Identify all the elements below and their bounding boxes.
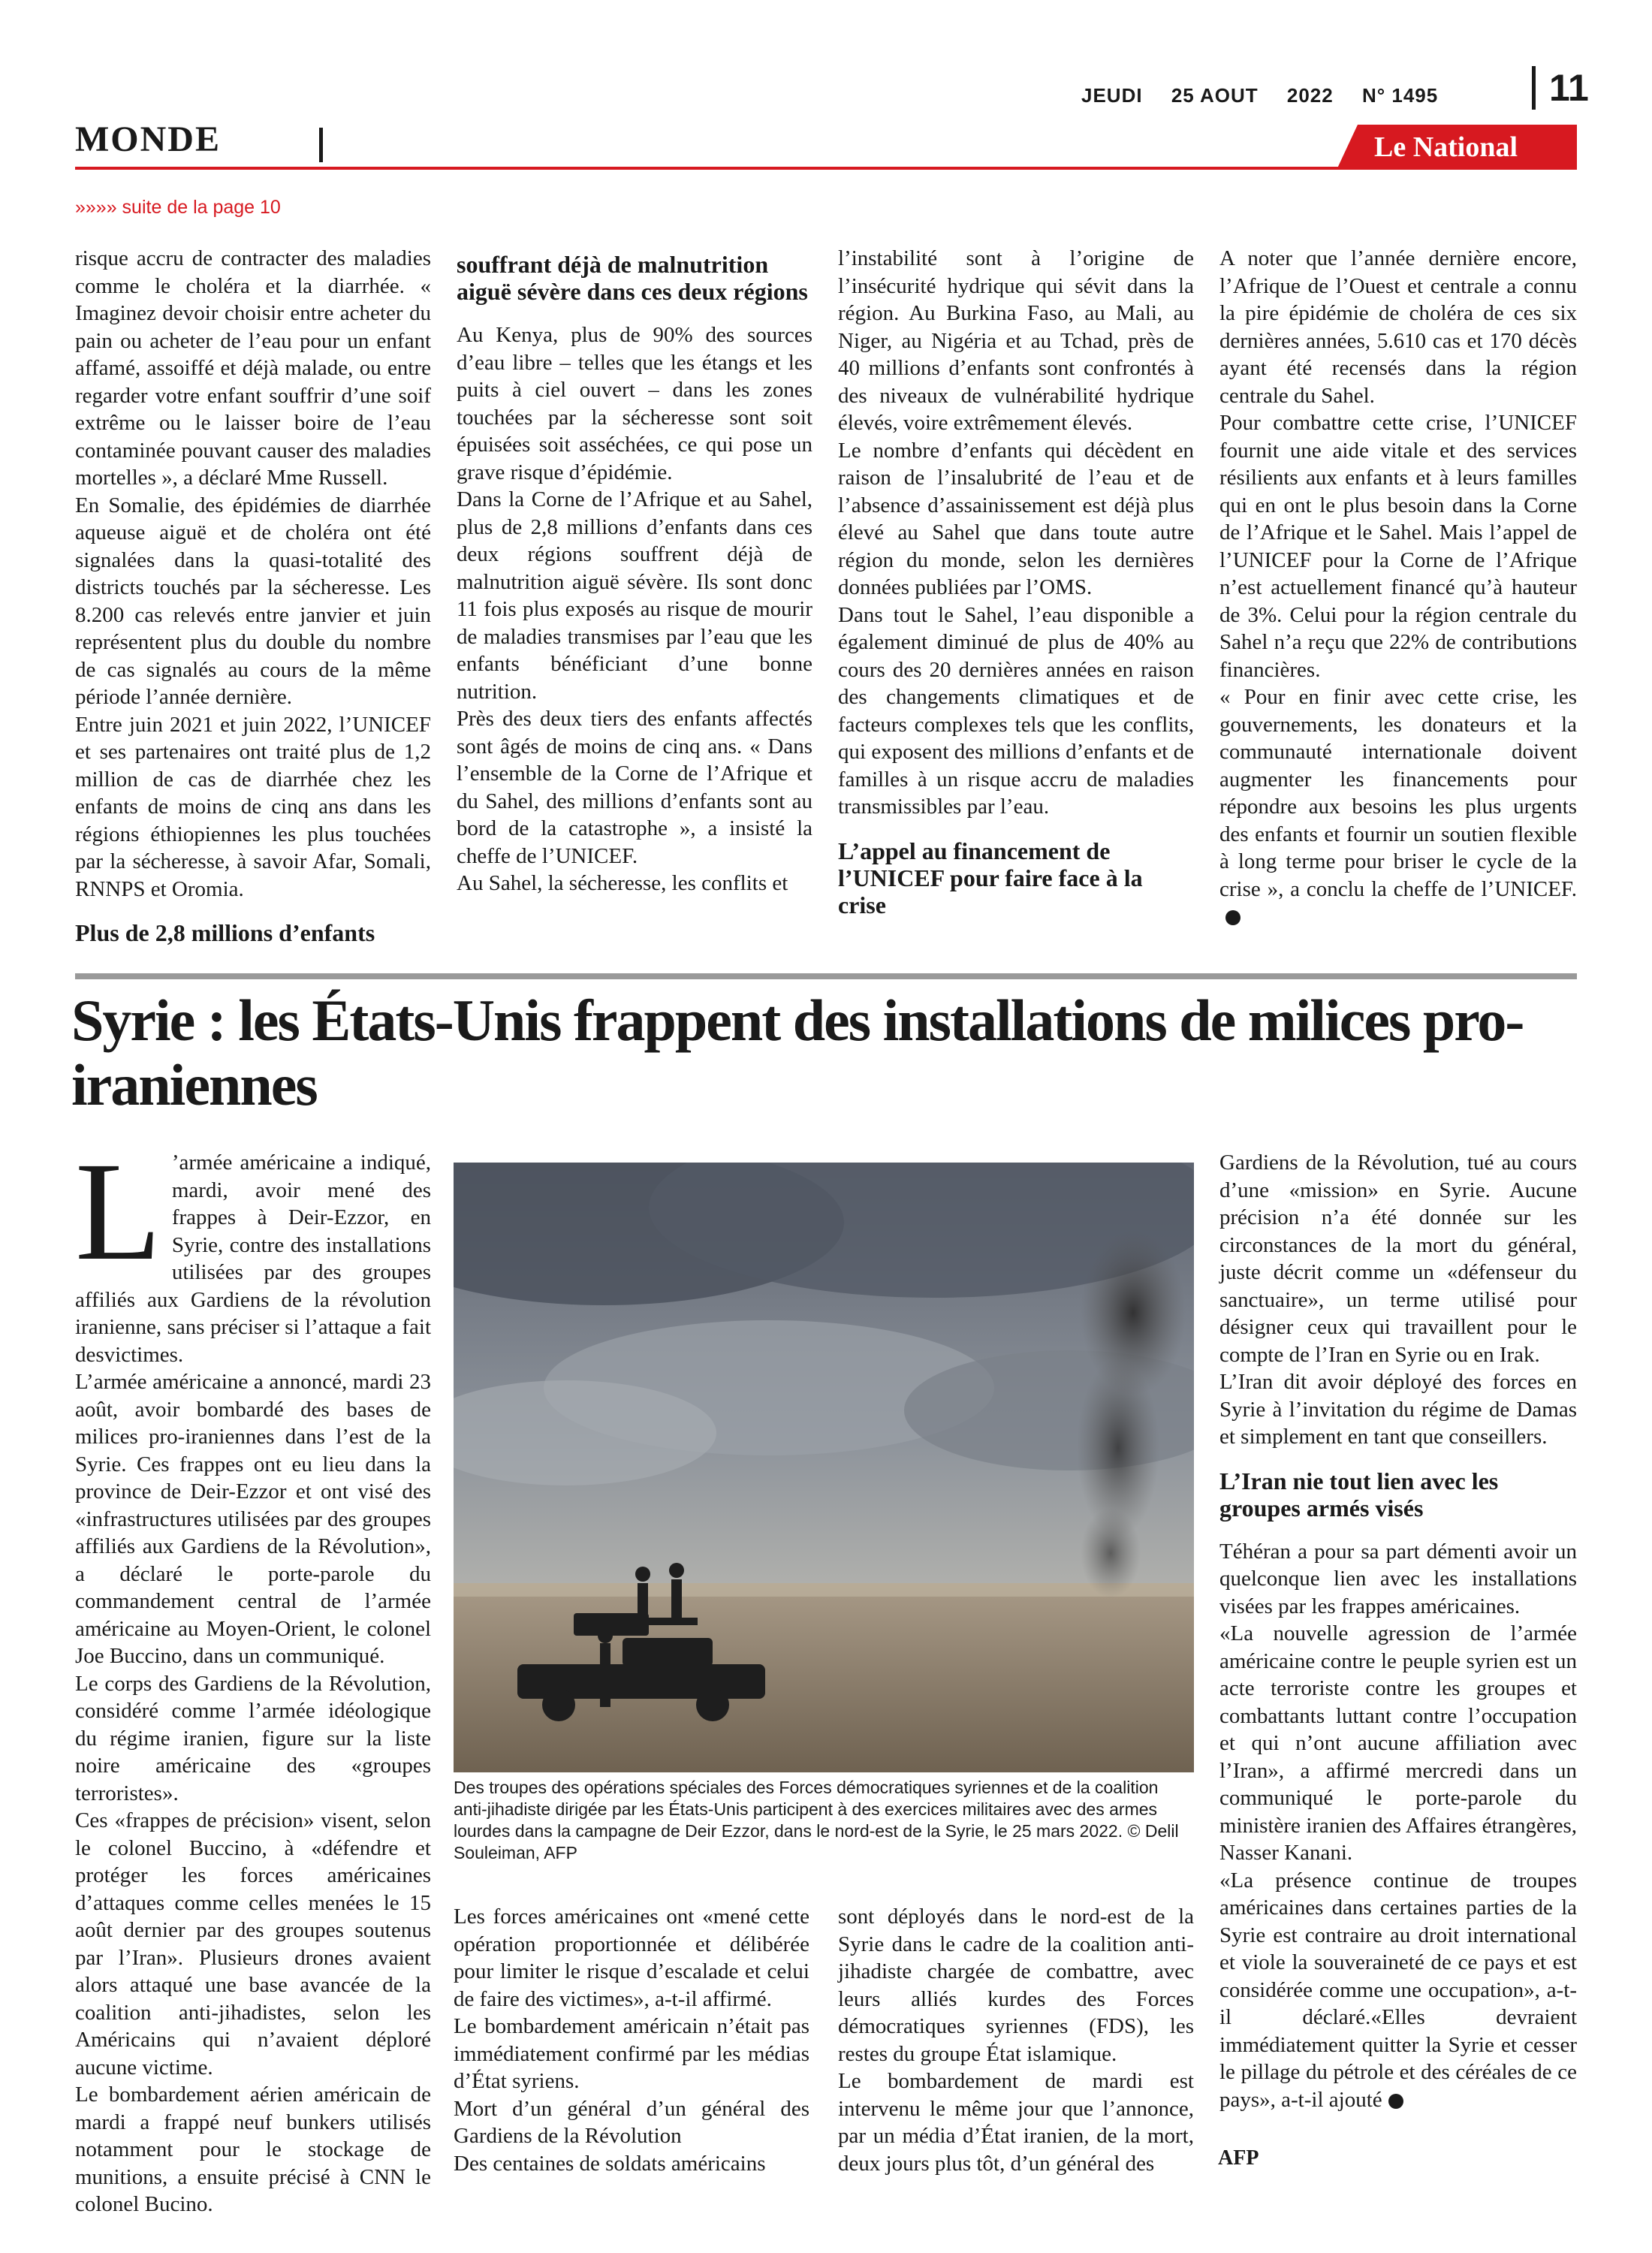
date-line	[1081, 84, 1461, 107]
paragraph: Téhéran a pour sa part démenti avoir un quelconque lien avec les installations visées par les frappes américaines.	[1219, 1539, 1577, 1618]
paragraph	[1219, 1867, 1577, 2114]
paragraph-text: « Pour en finir avec cette crise, les gouvernements, les donateurs et la communauté internationale doivent augmenter les financements pour répondre aux besoins les plus urgents des enfants et fournir un soutien flexible à long terme pour briser le cycle de la crise », a conclu la cheffe de l’UNICEF.	[1219, 685, 1577, 901]
paragraph: Au Kenya, plus de 90% des sources d’eau libre – telles que les étangs et les puits à ciel ouvert – dans les zones touchées par la sécheresse sont soit épuisées soit asséchées, ce qui pose un grave risque d’épidémie.	[457, 323, 812, 484]
signature: AFP	[1218, 2146, 1259, 2170]
paragraph: En Somalie, des épidémies de diarrhée aqueuse aiguë et de choléra ont été signalées dans la quasi-totalité des districts touchés par la sécheresse. Les 8.200 cas relevés entre janvier et juin représentent plus du double du nombre de cas signalés au cours de la même période l’année dernière.	[75, 493, 431, 709]
continuation-link[interactable]: »»»» suite de la page 10	[75, 197, 281, 218]
date: 25 AOUT	[1171, 84, 1259, 107]
subheading: Plus de 2,8 millions d’enfants	[75, 919, 375, 946]
main-column-mid-a	[454, 1903, 809, 2177]
issue-number: N° 1495	[1361, 84, 1439, 107]
paragraph: Pour combattre cette crise, l’UNICEF fournit une aide vitale et des services résilients aux enfants et à leurs familles qui en ont le plus besoin dans la Corne de l’Afrique et le Sahel. Mais l’appel de l’UNICEF pour la Corne de l’Afrique n’est actuellement financé qu’à hauteur de 3%. Celui pour la région centrale du Sahel n’a reçu que 22% de contributions financières.	[1219, 411, 1577, 682]
paragraph: Le bombardement de mardi est intervenu le même jour que l’annonce, par un média d’État iranien, de la mort, deux jours plus tôt, d’un général des	[838, 2069, 1194, 2176]
paragraph: Ces «frappes de précision» visent, selon le colonel Buccino, à «défendre et protéger les forces américaines d’attaques comme celles menées le 15 août dernier par des groupes soutenus par l’Iran». Plusieurs drones avaient alors attaqué une base avancée de la coalition anti-jihadistes, selon les Américains qui n’avaient déploré aucune victime.	[75, 1808, 431, 2080]
paragraph: Le nombre d’enfants qui décèdent en raison de l’insalubrité de l’eau et de l’absence d’assainissement est déjà plus élevé au Sahel que dans toute autre région du monde, selon les dernières données publiées par l’OMS.	[838, 438, 1194, 599]
paragraph: risque accru de contracter des maladies comme le choléra et la diarrhée. « Imaginez devoir choisir entre acheter du pain ou acheter de l’eau pour un enfant affamé, assoiffé et déjà malade, ou entre regarder votre enfant souffrir d’une soif extrême ou le laisser boire de l’eau contaminée pouvant causer des maladies mortelles », a déclaré Mme Russell.	[75, 246, 431, 490]
paragraph	[1219, 683, 1577, 930]
lead-text: ’armée américaine a indiqué, mardi, avoir mené des frappes à Deir-Ezzor, en Syrie, contre des installations utilisées par des groupes affiliés aux Gardiens de la révolution iranienne, sans préciser si l’attaque a fait desvictimes.	[75, 1151, 431, 1367]
top-column-4	[1219, 245, 1577, 930]
top-column-2	[457, 251, 812, 897]
article-title: Syrie : les États-Unis frappent des installations de milices pro-iraniennes	[71, 988, 1524, 1117]
end-mark-icon	[1388, 2094, 1403, 2109]
photo-caption: Des troupes des opérations spéciales des Forces démocratiques syriennes et de la coalition anti-jihadiste dirigée par les États-Unis participent à des exercices militaires avec des armes lourdes dans la campagne de Deir Ezzor, dans le nord-est de la Syrie, le 25 mars 2022. © Delil Souleiman, AFP	[454, 1778, 1179, 1862]
year: 2022	[1286, 84, 1334, 107]
paragraph: Au Sahel, la sécheresse, les conflits et	[457, 871, 788, 895]
paragraph: Le bombardement aérien américain de mardi a frappé neuf bunkers utilisés notamment pour le stockage de munitions, a ensuite précisé à CNN le colonel Bucino.	[75, 2083, 431, 2216]
section-divider	[319, 128, 323, 162]
top-column-3	[838, 245, 1194, 918]
paragraph: L’armée américaine a annoncé, mardi 23 août, avoir bombardé des bases de milices pro-iraniennes dans l’est de la Syrie. Ces frappes ont eu lieu dans la province de Deir-Ezzor et ont visé des «infrastructures utilisées par des groupes affiliés aux Gardiens de la Révolution», a déclaré le porte-parole du commandement central de l’armée américaine au Moyen-Orient, le colonel Joe Buccino, dans un communiqué.	[75, 1370, 431, 1668]
main-column-mid-b	[838, 1903, 1194, 2177]
paragraph: Des centaines de soldats américains	[454, 2151, 766, 2176]
article-separator	[75, 973, 1577, 979]
day: JEUDI	[1081, 84, 1143, 107]
paragraph: Mort d’un général d’un général des Gardiens de la Révolution	[454, 2096, 809, 2148]
paragraph: «La nouvelle agression de l’armée américaine contre le peuple syrien est un acte terroriste contre les groupes et combattants luttant contre l’occupation et qui n’ont aucune affiliation avec l’Iran», a affirmé mercredi dans un communiqué le porte-parole du ministère iranien des Affaires étrangères, Nasser Kanani.	[1219, 1621, 1577, 1865]
subheading: L’Iran nie tout lien avec les groupes armés visés	[1219, 1467, 1499, 1522]
subheading: L’appel au financement de l’UNICEF pour faire face à la crise	[838, 837, 1143, 918]
paragraph-text: «La présence continue de troupes américaines dans certaines parties de la Syrie est contraire au droit international et viole la souveraineté de ce pays et est considérée comme une occupation», a-t-il déclaré.«Elles devraient immédiatement quitter la Syrie et cesser le pillage du pétrole et des céréales de ce pays», a-t-il ajouté	[1219, 1868, 1577, 2112]
paragraph: L’Iran dit avoir déployé des forces en Syrie à l’invitation du régime de Damas et simplement en tant que conseillers.	[1219, 1370, 1577, 1449]
desert-scene-photo	[454, 1163, 1194, 1772]
main-column-left	[75, 1133, 431, 2218]
article-photo	[454, 1163, 1194, 1772]
brand-logo: Le National	[1374, 131, 1518, 163]
paragraph: Dans tout le Sahel, l’eau disponible a également diminué de plus de 40% au cours des 20 dernières années en raison des changements climatiques et de facteurs complexes tels que les conflits, qui exposent des millions d’enfants et de familles à un risque accru de maladies transmissibles par l’eau.	[838, 602, 1194, 819]
paragraph: Dans la Corne de l’Afrique et au Sahel, plus de 2,8 millions d’enfants dans ces deux régions souffrent déjà de malnutrition aiguë sévère. Ils sont donc 11 fois plus exposés au risque de mourir de maladies transmises par l’eau que les enfants bénéficiant d’une bonne nutrition.	[457, 487, 812, 704]
section-title: MONDE	[75, 119, 221, 159]
paragraph: Le corps des Gardiens de la Révolution, considéré comme l’armée idéologique du régime iranien, figure sur la liste noire américaine des «groupes terroristes».	[75, 1671, 431, 1805]
paragraph: Près des deux tiers des enfants affectés sont âgés de moins de cinq ans. « Dans l’ensemble de la Corne de l’Afrique et du Sahel, des millions d’enfants sont au bord de la catastrophe », a insisté la cheffe de l’UNICEF.	[457, 707, 812, 868]
top-column-1	[75, 245, 431, 946]
main-column-right	[1219, 1149, 1577, 2113]
end-mark-icon	[1225, 910, 1241, 925]
paragraph: Le bombardement américain n’était pas immédiatement confirmé par les médias d’État syriens.	[454, 2014, 809, 2093]
paragraph: sont déployés dans le nord-est de la Syrie dans le cadre de la coalition anti-jihadiste chargée de combattre, avec leurs alliés kurdes des Forces démocratiques syriennes (FDS), les restes du groupe État islamique.	[838, 1905, 1194, 2066]
paragraph: A noter que l’année dernière encore, l’Afrique de l’Ouest et centrale a connu la pire épidémie de choléra de ces six dernières années, 5.610 cas et 170 décès ayant été recensés dans la région centrale du Sahel.	[1219, 246, 1577, 408]
page-number: 11	[1532, 66, 1589, 110]
paragraph: Entre juin 2021 et juin 2022, l’UNICEF et ses partenaires ont traité plus de 1,2 million de cas de diarrhée chez les enfants de moins de cinq ans dans les régions éthiopiennes les plus touchées par la sécheresse, à savoir Afar, Somali, RNNPS et Oromia.	[75, 712, 431, 901]
dropcap: L	[75, 1133, 161, 1289]
subheading: souffrant déjà de malnutrition aiguë sévère dans ces deux régions	[457, 251, 808, 305]
paragraph: l’instabilité sont à l’origine de l’insécurité hydrique qui sévit dans la région. Au Burkina Faso, au Mali, au Niger, au Nigéria et au Tchad, près de 40 millions d’enfants sont confrontés à des niveaux de vulnérabilité hydrique élevés, voire extrêmement élevés.	[838, 246, 1194, 435]
paragraph: Les forces américaines ont «mené cette opération proportionnée et délibérée pour limiter le risque d’escalade et celui de faire des victimes», a-t-il affirmé.	[454, 1905, 809, 2011]
lead-paragraph	[75, 1133, 431, 1368]
paragraph: Gardiens de la Révolution, tué au cours d’une «mission» en Syrie. Aucune précision n’a été donnée sur les circonstances de la mort du général, juste décrit comme un «défenseur du sanctuaire», un terme utilisé pour désigner ceux qui travaillent pour le compte de l’Iran en Syrie ou en Irak.	[1219, 1151, 1577, 1367]
